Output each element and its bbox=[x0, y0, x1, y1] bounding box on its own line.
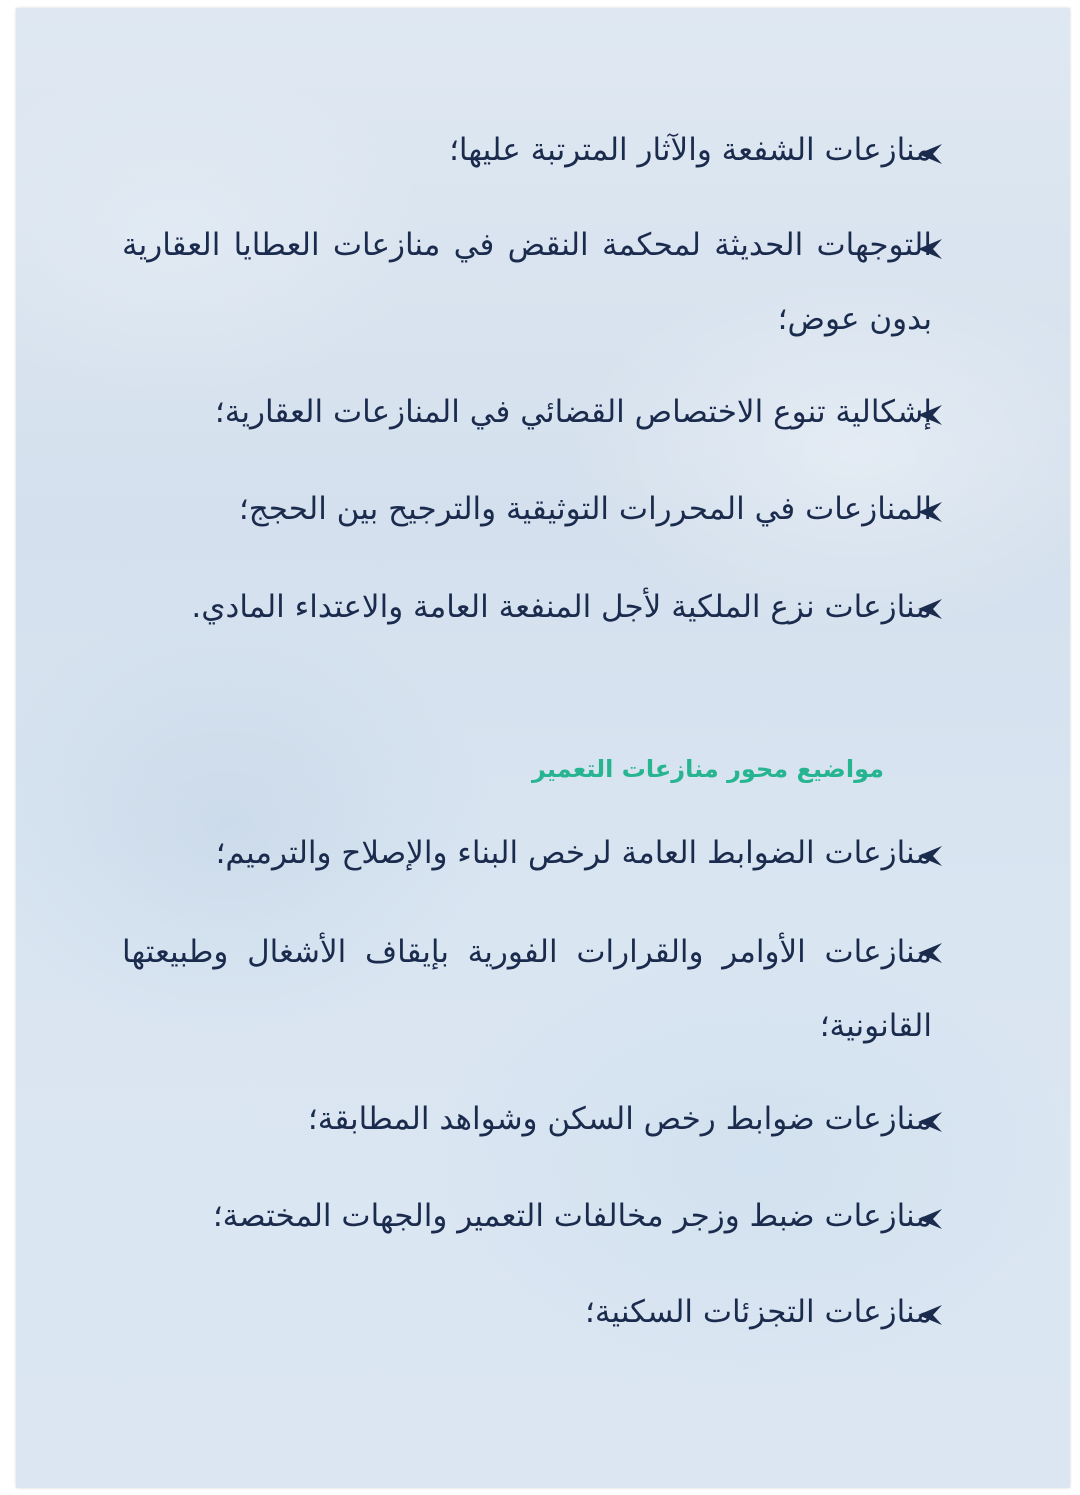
list-item-text: منازعات التجزئات السكنية؛ bbox=[584, 1294, 932, 1330]
section-heading: مواضيع محور منازعات التعمير bbox=[531, 755, 884, 783]
list-item bbox=[216, 833, 932, 873]
list-item bbox=[449, 130, 932, 170]
list-item-text: منازعات الشفعة والآثار المترتبة عليها؛ bbox=[449, 132, 932, 168]
list-item bbox=[122, 208, 932, 356]
list-item-text: المنازعات في المحررات التوثيقية والترجيح بين الحجج؛ bbox=[238, 491, 932, 527]
list-item-text: التوجهات الحديثة لمحكمة النقض في منازعات العطايا العقارية بدون عوض؛ bbox=[122, 227, 932, 337]
list-item bbox=[215, 392, 932, 432]
list-item bbox=[308, 1099, 932, 1139]
document-page bbox=[16, 8, 1070, 1488]
list-item-text: منازعات نزع الملكية لأجل المنفعة العامة والاعتداء المادي. bbox=[191, 589, 932, 625]
list-item bbox=[213, 1196, 932, 1236]
list-item bbox=[122, 570, 932, 644]
list-item bbox=[585, 1292, 932, 1332]
list-item bbox=[239, 489, 932, 529]
list-item bbox=[122, 915, 932, 1063]
list-item-text: منازعات الأوامر والقرارات الفورية بإيقاف الأشغال وطبيعتها القانونية؛ bbox=[122, 934, 932, 1044]
list-item-text: إشكالية تنوع الاختصاص القضائي في المنازعات العقارية؛ bbox=[214, 394, 932, 430]
list-item-text: منازعات ضوابط رخص السكن وشواهد المطابقة؛ bbox=[307, 1101, 932, 1137]
list-item-text: منازعات ضبط وزجر مخالفات التعمير والجهات المختصة؛ bbox=[212, 1198, 932, 1234]
list-item-text: منازعات الضوابط العامة لرخص البناء والإصلاح والترميم؛ bbox=[215, 835, 932, 871]
